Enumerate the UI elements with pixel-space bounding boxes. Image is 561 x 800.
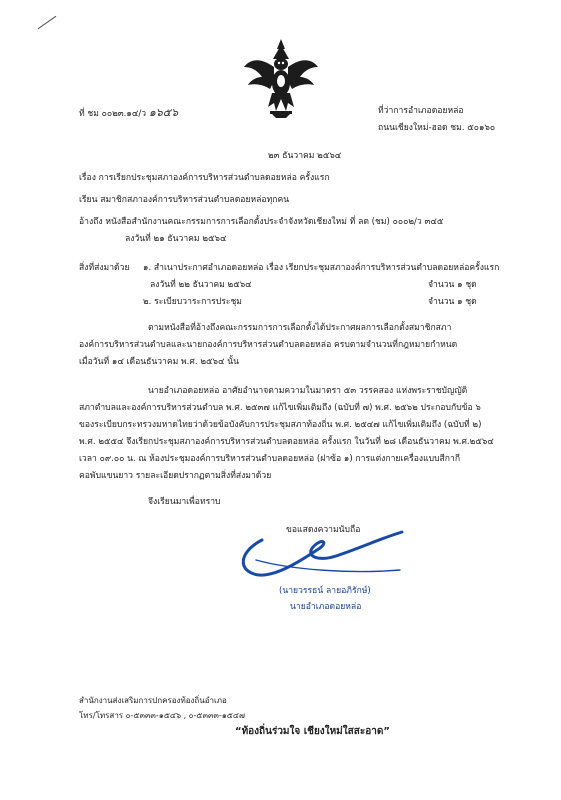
document-number bbox=[79, 103, 178, 121]
para2-line4: พ.ศ. ๒๕๕๔ จึงเรียกประชุมสภาองค์การบริหารส่วนตำบลดอยหล่อ ครั้งแรก ในวันที่ ๒๘ เดือนธันวาคม พ.ศ.๒๕๖๔ bbox=[79, 437, 494, 447]
enclosure-item-1-qty: จำนวน ๑ ชุด bbox=[428, 280, 477, 290]
signatory-position: นายอำเภอดอยหล่อ bbox=[290, 602, 362, 612]
enclosure-item-1-date: ลงวันที่ ๒๒ ธันวาคม ๒๕๖๔ bbox=[150, 280, 252, 290]
office-address-line1: ที่ว่าการอำเภอดอยหล่อ bbox=[378, 106, 464, 116]
para2-line2: สภาตำบลและองค์การบริหารส่วนตำบล พ.ศ. ๒๕๓๗ แก้ไขเพิ่มเติมถึง (ฉบับที่ ๗) พ.ศ. ๒๕๖๒ ประกอบกับข้อ ๖ bbox=[79, 403, 481, 413]
para2-line1: นายอำเภอดอยหล่อ อาศัยอำนาจตามความในมาตรา ๕๓ วรรคสอง แห่งพระราชบัญญัติ bbox=[148, 386, 468, 396]
office-address-line2: ถนนเชียงใหม่-ฮอด ชม. ๕๐๑๖๐ bbox=[378, 123, 496, 133]
handwritten-signature bbox=[232, 530, 407, 588]
para2-line3: ของระเบียบกระทรวงมหาดไทยว่าด้วยข้อบังคับการประชุมสภาท้องถิ่น พ.ศ. ๒๕๔๗ แก้ไขเพิ่มเติมถึง (ฉบับที่ ๒) bbox=[79, 420, 482, 430]
footer-department: สำนักงานส่งเสริมการปกครองท้องถิ่นอำเภอ bbox=[79, 696, 227, 705]
para2-line5: เวลา ๐๙.๐๐ น. ณ ห้องประชุมองค์การบริหารส่วนตำบลดอยหล่อ (ฝาซ้อ ๑) การแต่งกายเครื่องแบบสีกากี bbox=[79, 454, 461, 464]
recipient-line: เรียน สมาชิกสภาองค์การบริหารส่วนตำบลดอยหล่อทุกคน bbox=[79, 195, 290, 205]
footer-phone: โทร/โทรสาร ๐-๕๓๓๓-๑๕๔๖ , ๐-๕๓๓๓-๑๕๔๗ bbox=[79, 711, 245, 720]
enclosure-item-2: ๒. ระเบียบวาระการประชุม bbox=[143, 297, 242, 307]
reference-line1: อ้างถึง หนังสือสำนักงานคณะกรรมการการเลือกตั้งประจำจังหวัดเชียงใหม่ ที่ ลต (ชม) ๐๐๐๒/ว ๓๔๕ bbox=[79, 217, 444, 227]
enclosure-item-2-qty: จำนวน ๑ ชุด bbox=[428, 297, 477, 307]
doc-no-handwritten: ๑๖๕๖ bbox=[148, 106, 179, 119]
para1-line3: เมื่อวันที่ ๑๔ เดือนธันวาคม พ.ศ. ๒๕๖๔ นั้น bbox=[79, 357, 239, 367]
subject-line: เรื่อง การเรียกประชุมสภาองค์การบริหารส่วนตำบลดอยหล่อ ครั้งแรก bbox=[79, 173, 330, 183]
para1-line1: ตามหนังสือที่อ้างถึงคณะกรรมการการเลือกตั้งได้ประกาศผลการเลือกตั้งสมาชิกสภา bbox=[148, 323, 452, 333]
reference-line2: ลงวันที่ ๒๑ ธันวาคม ๒๕๖๔ bbox=[125, 234, 227, 244]
signatory-name: (นายวรรธน์ ลายอภิรักษ์) bbox=[279, 586, 371, 596]
corner-pen-mark bbox=[38, 16, 57, 29]
para1-line2: องค์การบริหารส่วนตำบลและนายกองค์การบริหารส่วนตำบลดอยหล่อ ครบตามจำนวนที่กฎหมายกำหนด bbox=[79, 340, 458, 350]
enclosures-label: สิ่งที่ส่งมาด้วย bbox=[79, 263, 130, 273]
doc-no-printed: ที่ ชม ๐๐๒๓.๑๔/ว bbox=[79, 109, 147, 119]
enclosure-item-1: ๑. สำเนาประกาศอำเภอดอยหล่อ เรื่อง เรียกประชุมสภาองค์การบริหารส่วนตำบลดอยหล่อครั้งแรก bbox=[143, 263, 500, 273]
para2-line6: คอพับแขนยาว รายละเอียดปรากฏตามสิ่งที่ส่งมาด้วย bbox=[79, 471, 272, 481]
document-date: ๒๓ ธันวาคม ๒๕๖๔ bbox=[268, 151, 342, 161]
closing-request: จึงเรียนมาเพื่อทราบ bbox=[148, 497, 221, 507]
footer-slogan: “ท้องถิ่นร่วมใจ เชียงใหม่ใสสะอาด” bbox=[235, 726, 390, 737]
salutation: ขอแสดงความนับถือ bbox=[286, 525, 361, 535]
garuda-emblem bbox=[242, 37, 320, 119]
